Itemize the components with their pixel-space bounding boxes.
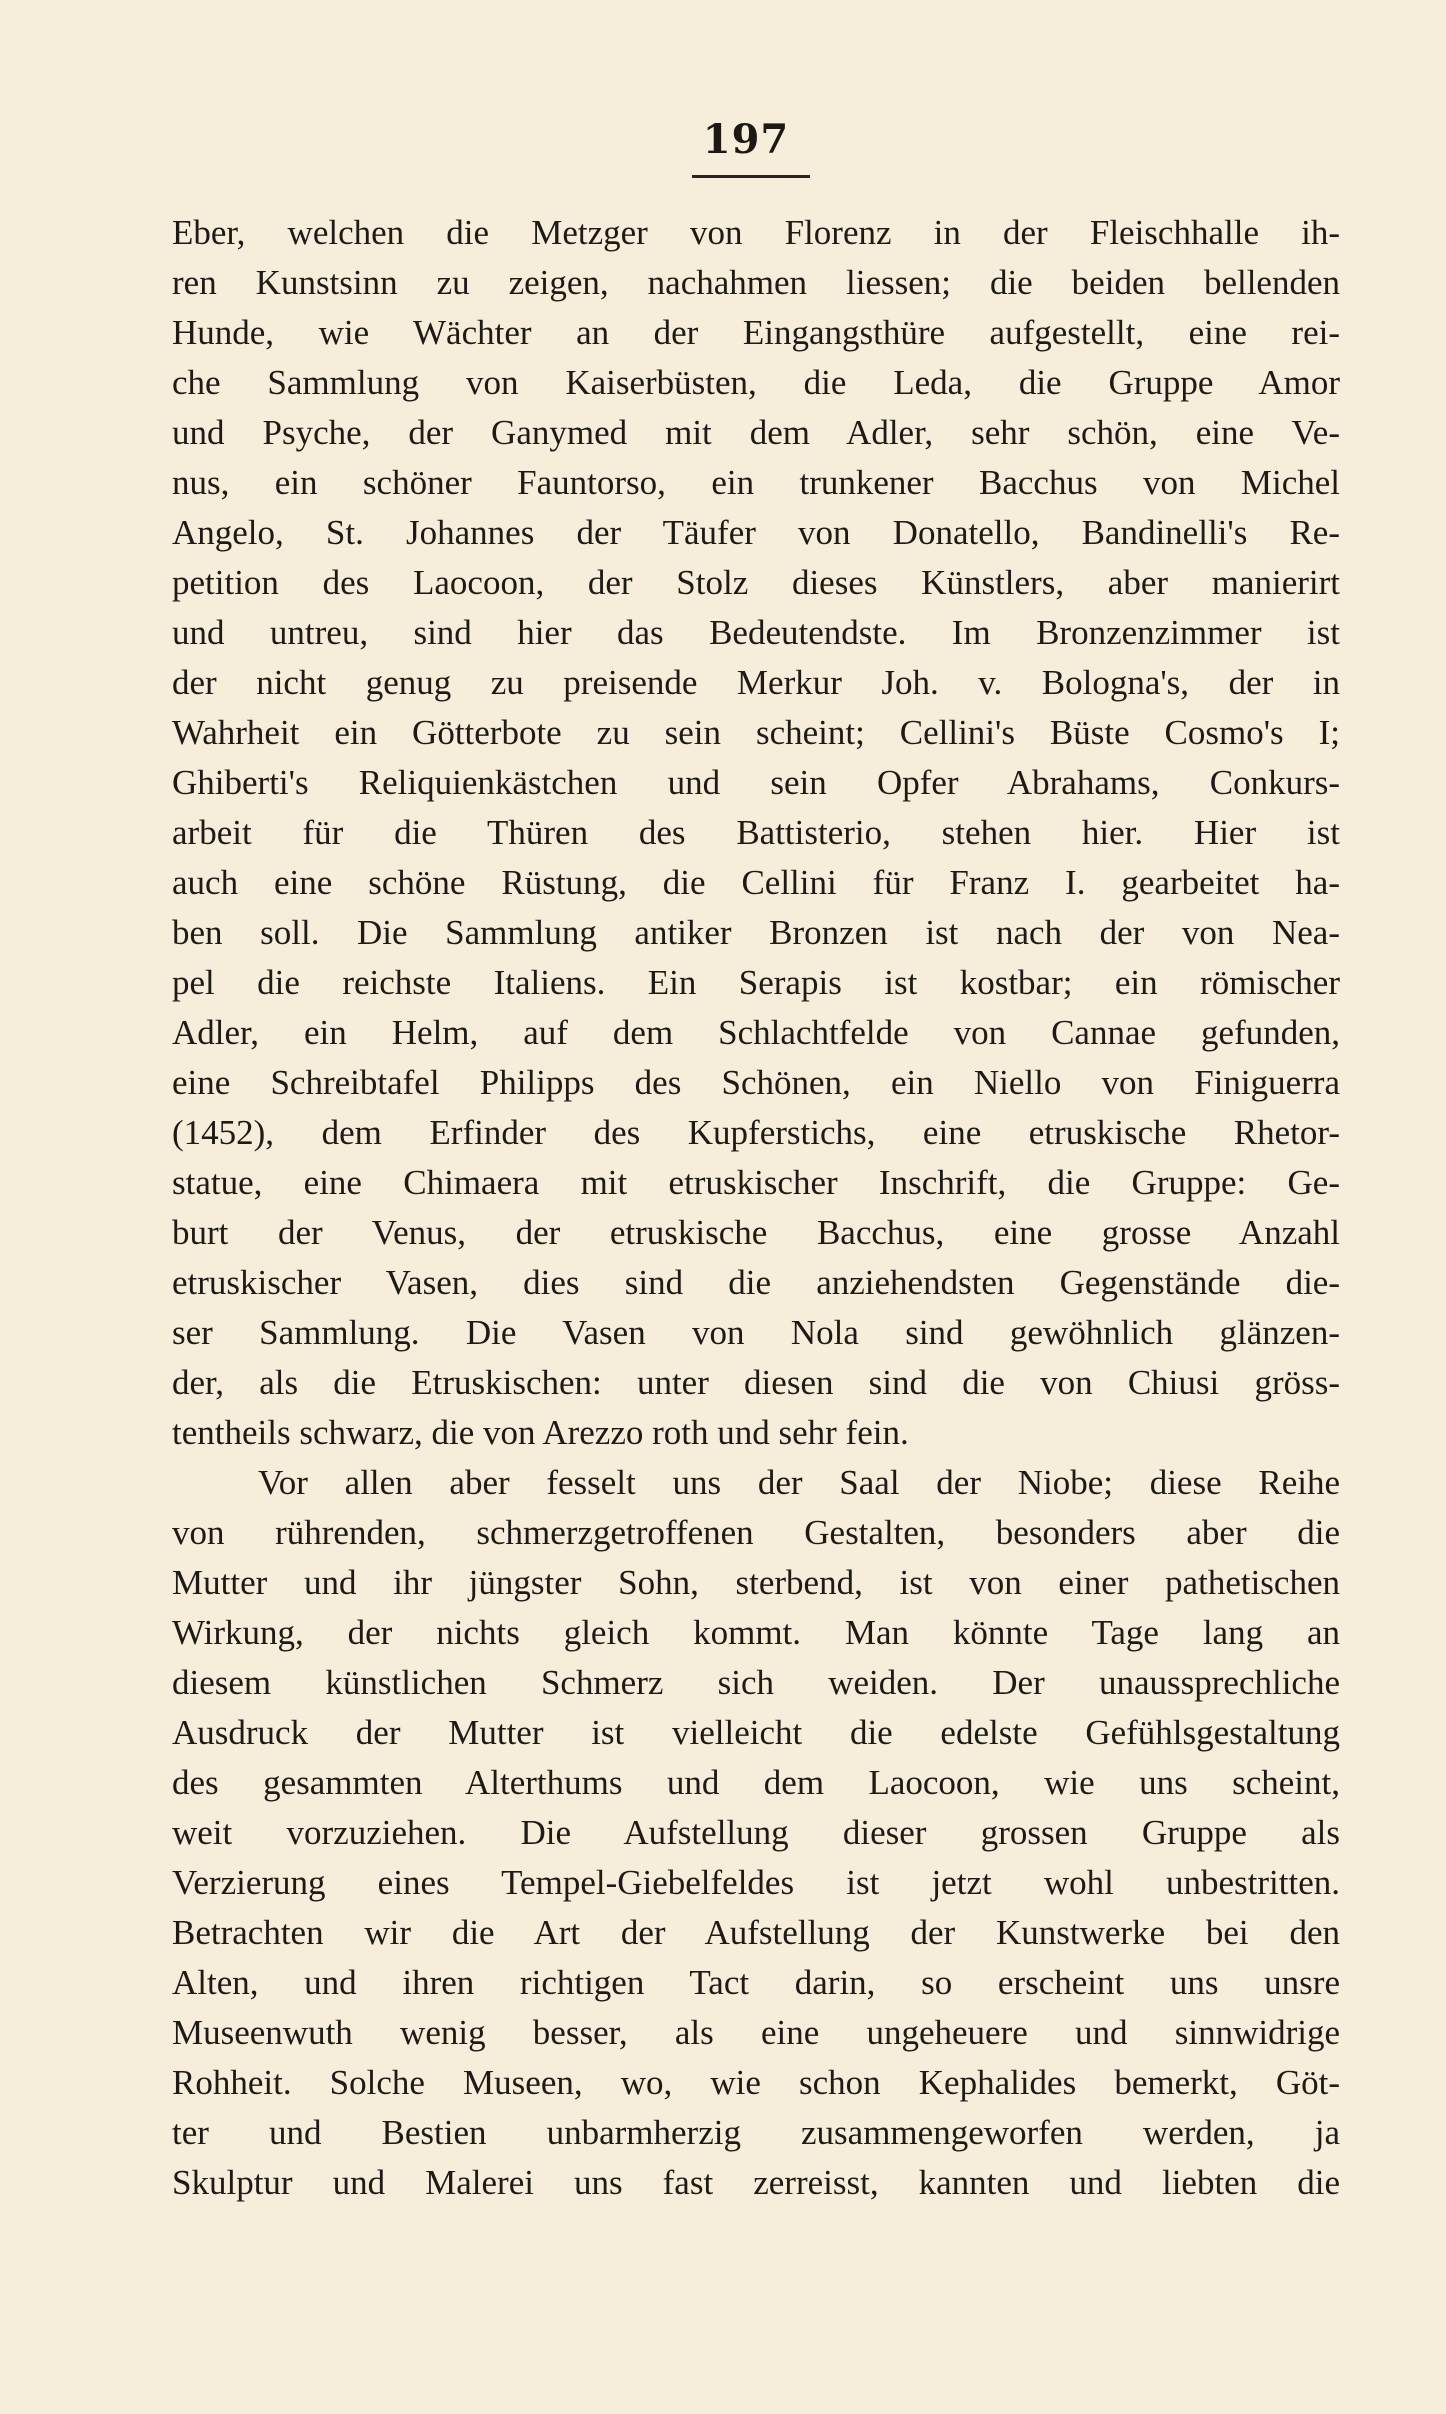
text-line: Adler, ein Helm, auf dem Schlachtfelde von Cannae gefunden, xyxy=(172,1013,1340,1052)
text-line: Betrachten wir die Art der Aufstellung der Kunstwerke bei den xyxy=(172,1913,1340,1952)
page-number: 197 xyxy=(702,116,790,163)
text-line: Ghiberti's Reliquienkästchen und sein Opfer Abrahams, Conkurs- xyxy=(172,763,1340,802)
text-line: Verzierung eines Tempel-Giebelfeldes ist jetzt wohl unbestritten. xyxy=(172,1863,1340,1902)
paragraph-1 xyxy=(172,208,1340,1458)
text-line: Rohheit. Solche Museen, wo, wie schon Kephalides bemerkt, Göt- xyxy=(172,2063,1340,2102)
text-line: pel die reichste Italiens. Ein Serapis ist kostbar; ein römischer xyxy=(172,963,1340,1002)
text-line: weit vorzuziehen. Die Aufstellung dieser grossen Gruppe als xyxy=(172,1813,1340,1852)
text-line: und untreu, sind hier das Bedeutendste. Im Bronzenzimmer ist xyxy=(172,613,1340,652)
text-line: Alten, und ihren richtigen Tact darin, so erscheint uns unsre xyxy=(172,1963,1340,2002)
text-line: Vor allen aber fesselt uns der Saal der Niobe; diese Reihe xyxy=(258,1463,1340,1502)
text-line: ben soll. Die Sammlung antiker Bronzen ist nach der von Nea- xyxy=(172,913,1340,952)
text-line: und Psyche, der Ganymed mit dem Adler, sehr schön, eine Ve- xyxy=(172,413,1340,452)
text-line: ser Sammlung. Die Vasen von Nola sind gewöhnlich glänzen- xyxy=(172,1313,1340,1352)
text-line: ren Kunstsinn zu zeigen, nachahmen liessen; die beiden bellenden xyxy=(172,263,1340,302)
text-line: des gesammten Alterthums und dem Laocoon, wie uns scheint, xyxy=(172,1763,1340,1802)
text-line: Museenwuth wenig besser, als eine ungeheuere und sinnwidrige xyxy=(172,2013,1340,2052)
page-number-rule xyxy=(692,175,810,178)
text-line: che Sammlung von Kaiserbüsten, die Leda, die Gruppe Amor xyxy=(172,363,1340,402)
text-line: Ausdruck der Mutter ist vielleicht die edelste Gefühlsgestaltung xyxy=(172,1713,1340,1752)
text-line: eine Schreibtafel Philipps des Schönen, ein Niello von Finiguerra xyxy=(172,1063,1340,1102)
text-line: Angelo, St. Johannes der Täufer von Donatello, Bandinelli's Re- xyxy=(172,513,1340,552)
text-line: Skulptur und Malerei uns fast zerreisst, kannten und liebten die xyxy=(172,2163,1340,2202)
text-line: auch eine schöne Rüstung, die Cellini für Franz I. gearbeitet ha- xyxy=(172,863,1340,902)
text-line: statue, eine Chimaera mit etruskischer Inschrift, die Gruppe: Ge- xyxy=(172,1163,1340,1202)
text-line: (1452), dem Erfinder des Kupferstichs, eine etruskische Rhetor- xyxy=(172,1113,1340,1152)
text-line: etruskischer Vasen, dies sind die anziehendsten Gegenstände die- xyxy=(172,1263,1340,1302)
text-line: von rührenden, schmerzgetroffenen Gestalten, besonders aber die xyxy=(172,1513,1340,1552)
text-line: der nicht genug zu preisende Merkur Joh. v. Bologna's, der in xyxy=(172,663,1340,702)
text-line: Hunde, wie Wächter an der Eingangsthüre aufgestellt, eine rei- xyxy=(172,313,1340,352)
text-line: tentheils schwarz, die von Arezzo roth und sehr fein. xyxy=(172,1413,909,1452)
text-line: Eber, welchen die Metzger von Florenz in der Fleischhalle ih- xyxy=(172,213,1340,252)
text-line: diesem künstlichen Schmerz sich weiden. Der unaussprechliche xyxy=(172,1663,1340,1702)
paragraph-2 xyxy=(172,1458,1340,2208)
text-line: nus, ein schöner Fauntorso, ein trunkener Bacchus von Michel xyxy=(172,463,1340,502)
text-line: burt der Venus, der etruskische Bacchus, eine grosse Anzahl xyxy=(172,1213,1340,1252)
text-line: petition des Laocoon, der Stolz dieses Künstlers, aber manierirt xyxy=(172,563,1340,602)
text-line: der, als die Etruskischen: unter diesen sind die von Chiusi gröss- xyxy=(172,1363,1340,1402)
body-text xyxy=(172,208,1340,2208)
text-line: arbeit für die Thüren des Battisterio, stehen hier. Hier ist xyxy=(172,813,1340,852)
text-line: Wirkung, der nichts gleich kommt. Man könnte Tage lang an xyxy=(172,1613,1340,1652)
text-line: ter und Bestien unbarmherzig zusammengeworfen werden, ja xyxy=(172,2113,1340,2152)
text-line: Wahrheit ein Götterbote zu sein scheint; Cellini's Büste Cosmo's I; xyxy=(172,713,1340,752)
text-line: Mutter und ihr jüngster Sohn, sterbend, ist von einer pathetischen xyxy=(172,1563,1340,1602)
